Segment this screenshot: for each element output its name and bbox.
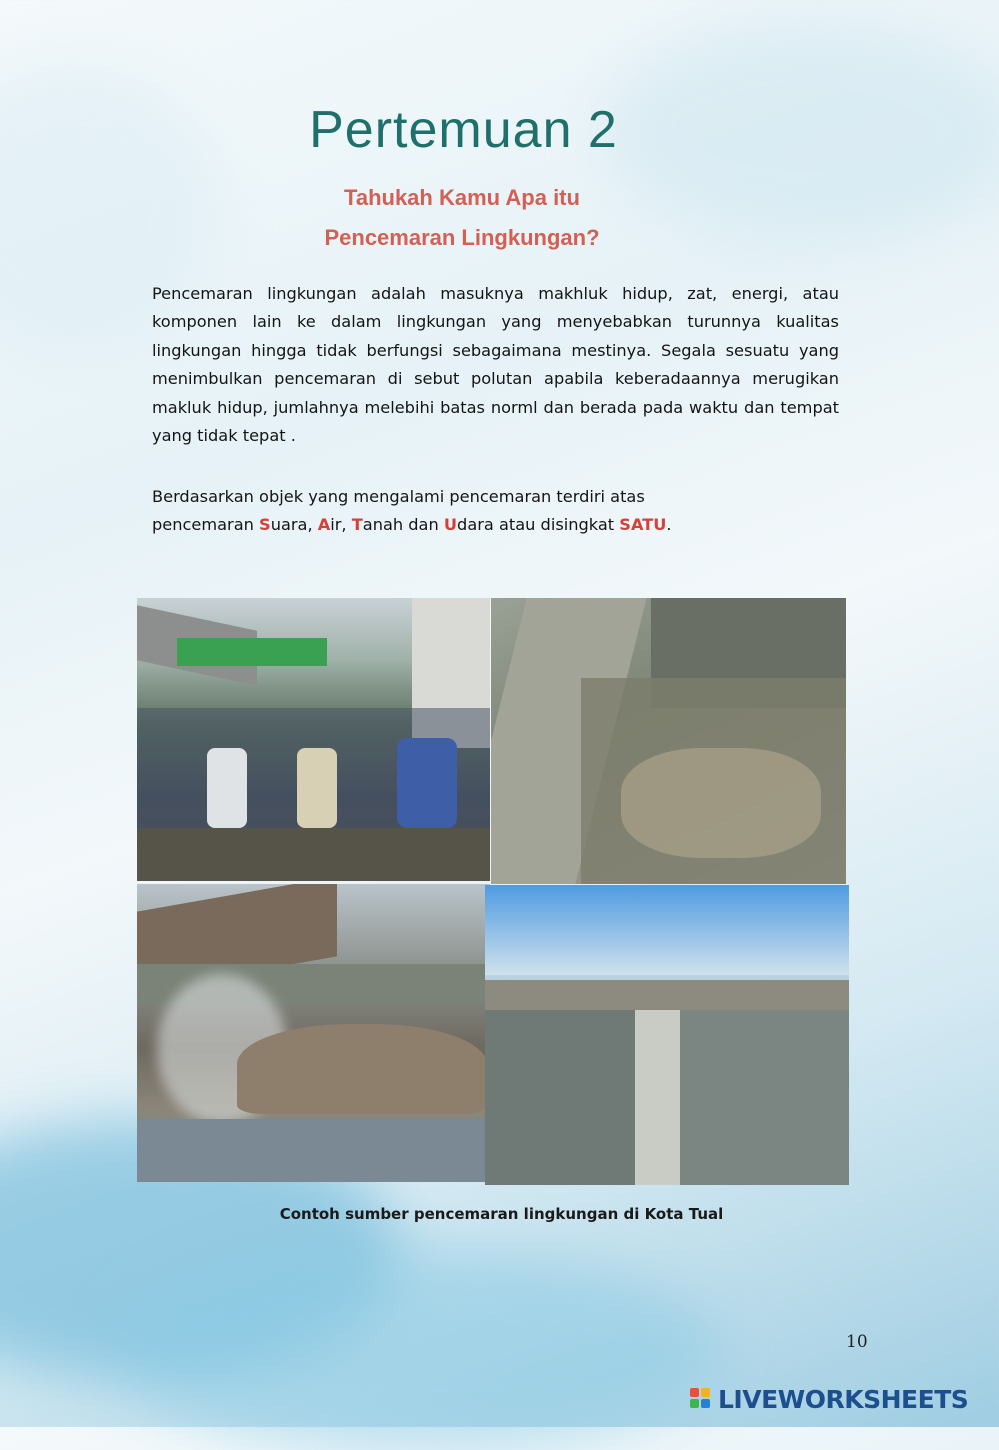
satu-paragraph [152, 483, 839, 540]
page-title: Pertemuan 2 [309, 101, 618, 159]
highlight-a: A [317, 515, 331, 535]
background-wash [120, 1250, 720, 1450]
satu-line-2: pencemaran Suara, Air, Tanah dan Udara atau disingkat SATU. [152, 515, 672, 535]
highlight-s: S [259, 515, 271, 535]
highlight-t: T [351, 515, 363, 535]
highlight-u: U [443, 515, 458, 535]
satu-acronym: SATU [619, 515, 667, 535]
section-subtitle [0, 178, 924, 258]
photo-street-motorcycles [137, 598, 490, 881]
definition-paragraph: Pencemaran lingkungan adalah masuknya makhluk hidup, zat, energi, atau komponen lain ke dalam lingkungan yang menyebabkan turunnya kualitas lingkungan hingga tidak berfungsi sebagaimana mestinya. Segala sesuatu yang menimbulkan pencemaran di sebut polutan apabila keberadaannya merugikan makluk hidup, jumlahnya melebihi batas norml dan berada pada waktu dan tempat yang tidak tepat . [152, 284, 839, 446]
photo-caption: Contoh sumber pencemaran lingkungan di Kota Tual [279, 1205, 724, 1223]
photo-burning-garbage [137, 884, 490, 1182]
page-number: 10 [846, 1332, 868, 1352]
photo-littered-ditch [491, 598, 846, 884]
subtitle-line-2: Pencemaran Lingkungan? [324, 225, 600, 250]
subtitle-line-1: Tahukah Kamu Apa itu [344, 185, 580, 210]
liveworksheets-watermark: LIVEWORKSHEETS [718, 1385, 969, 1414]
photo-water-enclosures [485, 885, 849, 1185]
satu-line-1: Berdasarkan objek yang mengalami pencemaran terdiri atas [152, 487, 645, 506]
